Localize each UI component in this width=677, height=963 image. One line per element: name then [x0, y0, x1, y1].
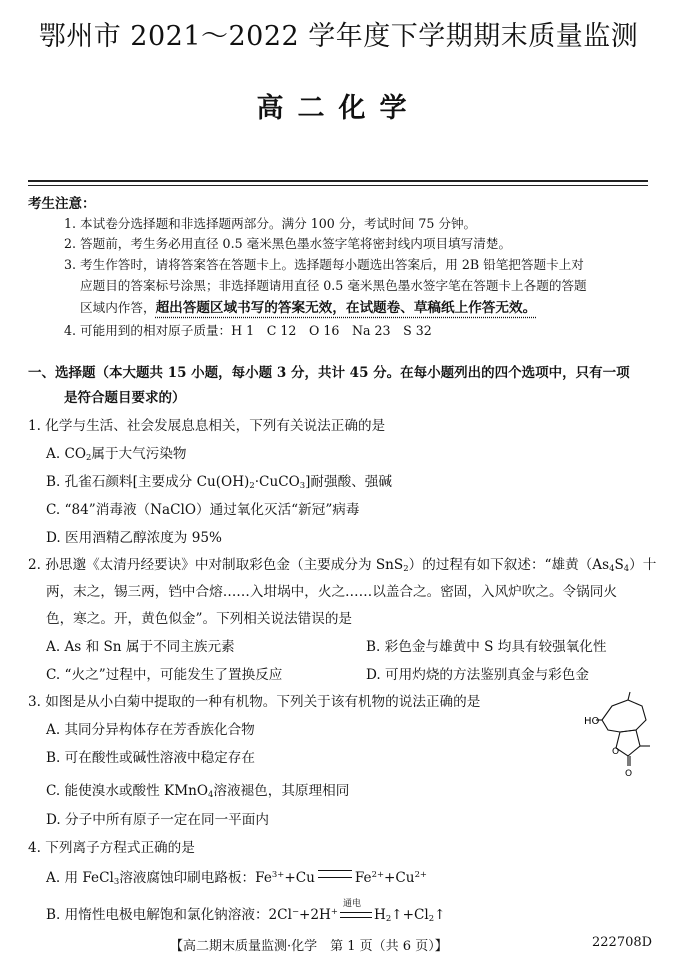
q1-b-sub1: 2	[249, 480, 255, 491]
q4-a-sub: 3	[113, 876, 120, 887]
q3-option-d: D. 分子中所有原子一定在同一平面内	[46, 812, 269, 828]
section-heading-line-2: 是符合题目要求的）	[64, 390, 186, 406]
q2-option-b: B. 彩色金与雄黄中 S 均具有较强氧化性	[366, 639, 607, 655]
q4-b-sup2: +	[330, 905, 338, 916]
notice-item-1: 1. 本试卷分选择题和非选择题两部分。满分 100 分，考试时间 75 分钟。	[64, 216, 477, 231]
q4-b-condition	[340, 899, 372, 921]
notice-emphasis-warning: 超出答题区域书写的答案无效，在试题卷、草稿纸上作答无效。	[155, 300, 537, 316]
q2-l1-sub1: 2	[403, 563, 409, 574]
q4-b-part2: +2H	[299, 907, 331, 923]
q3-c-part2: 溶液褪色，其原理相同	[213, 783, 350, 799]
q2-option-c: C. “火之”过程中，可能发生了置换反应	[46, 667, 283, 683]
q2-option-a: A. As 和 Sn 属于不同主族元素	[46, 639, 235, 655]
q4-option-b	[46, 899, 446, 924]
notice-item-2: 2. 答题前，考生务必用直径 0.5 毫米黑色墨水签字笔将密封线内项目填写清楚。	[64, 236, 512, 251]
q4-a-part3: +Cu	[284, 870, 315, 886]
q4-a-sup1: 3+	[271, 868, 285, 879]
notice-item-4: 4. 可能用到的相对原子质量：H 1 C 12 O 16 Na 23 S 32	[64, 323, 432, 338]
subject-title: 高二化学	[256, 93, 421, 124]
q4-b-part3: H	[373, 907, 386, 923]
q2-stem-line-3: 色，寒之。开，黄色似金”。下列相关说法错误的是	[46, 611, 353, 627]
page-footer: 【高二期末质量监测·化学 第 1 页（共 6 页）】	[170, 939, 448, 954]
q1-option-a	[46, 442, 187, 462]
q4-a-sup2: 2+	[371, 868, 385, 879]
q2-l1-a: 2. 孙思邈《太清丹经要诀》中对制取彩色金（主要成分为 SnS	[28, 557, 404, 573]
q1-b-part3: ]耐强酸、强碱	[305, 474, 392, 490]
q4-b-part5: ↑	[434, 907, 446, 923]
q1-b-part1: B. 孔雀石颜料[主要成分 Cu(OH)	[46, 474, 250, 490]
q4-a-sup3: 2+	[414, 868, 427, 879]
q1-option-c: C. “84”消毒液（NaClO）通过氧化灭活“新冠”病毒	[46, 502, 360, 518]
macrocycle-ring	[602, 700, 646, 732]
q3-c-part1: C. 能使溴水或酸性 KMnO	[46, 783, 209, 799]
q1-option-d: D. 医用酒精乙醇浓度为 95%	[46, 530, 222, 546]
q4-b-part4: ↑+Cl	[391, 907, 429, 923]
q4-option-a	[46, 866, 427, 886]
q2-l1-c: S	[614, 557, 624, 573]
q1-a-sub: 2	[86, 452, 92, 463]
q1-a-part2: 属于大气污染物	[91, 446, 187, 462]
q4-a-part1: A. 用 FeCl	[46, 870, 114, 886]
q1-option-b	[46, 470, 392, 490]
exam-code: 222708D	[592, 935, 653, 950]
q4-a-part2: 溶液腐蚀印刷电路板：Fe	[119, 870, 272, 886]
notice-item-3-line-2: 应题目的答案标号涂黑；非选择题请用直径 0.5 毫米黑色墨水签字笔在答题卡上各题的答题	[80, 278, 587, 293]
q3-stem: 3. 如图是从小白菊中提取的一种有机物。下列关于该有机物的说法正确的是	[28, 694, 481, 710]
notice-item-3-line-1: 3. 考生作答时，请将答案答在答题卡上。选择题每小题选出答案后，用 2B 铅笔把答题卡上对	[64, 257, 584, 272]
mol-label-carbonyl-o: O	[625, 769, 633, 779]
exam-title: 鄂州市 2021～2022 学年度下学期期末质量监测	[38, 21, 639, 52]
q1-b-part2: ·CuCO	[254, 474, 300, 490]
q1-a-part1: A. CO	[46, 446, 87, 462]
notice-item-3-line-3	[80, 296, 536, 316]
q4-a-part4: Fe	[354, 870, 372, 886]
q3-c-sub: 4	[208, 789, 214, 800]
divider-thin	[28, 185, 648, 186]
divider-thick	[28, 180, 648, 182]
q2-l1-b: ）的过程有如下叙述：“雄黄（As	[408, 557, 610, 573]
section-heading-line-1: 一、选择题（本大题共 15 小题，每小题 3 分，共计 45 分。在每小题列出的四个选项中，只有一项	[28, 365, 630, 381]
q2-option-d: D. 可用灼烧的方法鉴别真金与彩色金	[366, 667, 589, 683]
mol-label-ring-o: O	[612, 747, 620, 757]
q4-b-sub2: 2	[428, 913, 435, 924]
q2-stem-line-1	[28, 553, 656, 573]
notice-item-3-area-text: 区域内作答，	[80, 300, 156, 315]
q2-stem-line-2: 两，末之，锡三两，铛中合熔……入坩埚中，火之……以盖合之。密固，入风炉吹之。令锅同火	[46, 584, 617, 600]
notice-heading: 考生注意：	[28, 196, 96, 212]
q1-b-sub2: 3	[299, 480, 306, 491]
q3-option-b: B. 可在酸性或碱性溶液中稳定存在	[46, 750, 255, 766]
q3-option-a: A. 其同分异构体存在芳香族化合物	[46, 722, 255, 738]
q4-a-part5: +Cu	[384, 870, 415, 886]
q2-l1-d: ）十	[629, 557, 657, 573]
q4-b-part1: B. 用惰性电极电解饱和氯化钠溶液：2Cl	[46, 907, 292, 923]
q4-stem: 4. 下列离子方程式正确的是	[28, 840, 195, 856]
q4-b-sup1: −	[291, 905, 299, 916]
q1-stem: 1. 化学与生活、社会发展息息相关，下列有关说法正确的是	[28, 418, 386, 434]
lactone-ring	[616, 730, 640, 756]
q4-a-equals	[318, 870, 352, 878]
methyl-top	[628, 692, 630, 700]
mol-label-ho: HO	[584, 716, 600, 727]
q4-b-sub1: 2	[385, 913, 392, 924]
q3-option-c	[46, 779, 349, 799]
q2-l1-sub2: 4	[609, 563, 615, 574]
molecule-structure-figure	[584, 690, 664, 780]
q4-b-condition-label: 通电	[342, 899, 361, 909]
q4-b-equals-bar	[340, 912, 372, 918]
q2-l1-sub3: 4	[623, 563, 630, 574]
